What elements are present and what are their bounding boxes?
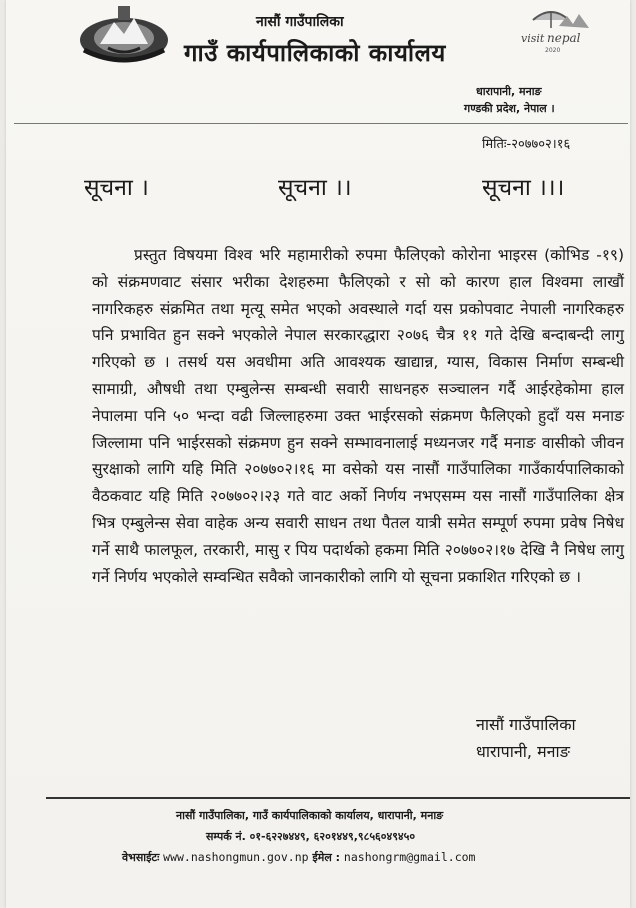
svg-text:2020: 2020 — [545, 47, 561, 54]
header-divider — [14, 123, 628, 124]
address-line-2: गण्डकी प्रदेश, नेपाल । — [464, 102, 555, 115]
signature-line-2: धारापानी, मनाङ — [476, 742, 570, 761]
footer-contact — [206, 829, 415, 844]
address-line-1: धारापानी, मनाङ — [476, 85, 542, 98]
nepal-government-emblem-icon — [78, 4, 170, 66]
email-link[interactable]: nashongrm@gmail.com — [343, 850, 476, 864]
notice-heading-2: सूचना ।। — [278, 175, 352, 201]
palika-name: नासौं गाउँपालिका — [256, 14, 344, 30]
notice-heading-3: सूचना ।।। — [482, 175, 565, 201]
contact-label: सम्पर्क नं. — [206, 830, 246, 843]
notice-heading-1: सूचना । — [84, 175, 149, 201]
footer-web — [122, 850, 475, 865]
website-label: वेभसाईटः — [122, 851, 160, 864]
email-label: ईमेल : — [312, 851, 341, 864]
website-link[interactable]: www.nashongmun.gov.np — [163, 850, 309, 864]
visit-nepal-logo — [519, 2, 599, 58]
footer-office: नासौं गाउँपालिका, गाउँ कार्यपालिकाको कार्यालय, धारापानी, मनाङ — [176, 809, 444, 822]
svg-text:visit: visit — [521, 32, 545, 45]
svg-text:nepal: nepal — [547, 31, 581, 45]
office-title: गाउँ कार्यपालिकाको कार्यालय — [184, 39, 446, 67]
notice-body: प्रस्तुत विषयमा विश्व भरि महामारीको रुपमा फैलिएको कोरोना भाइरस (कोभिड -१९) को संक्रमणवाट संसार भरीका देशहरुमा फैलिएको र सो को कारण हाल विश्वमा लाखौं नागरिकहरु संक्रमित तथा मृत्यू समेत भएको अवस्थाले गर्दा यस प्रकोपवाट नेपाली नागरिकहरु पनि प्रभावित हुन सक्ने भएकोले नेपाल सरकारद्धारा २०७६ चैत्र ११ गते देखि बन्दाबन्दी लागु गरिएको छ । तसर्थ यस अवधीमा अति आवश्यक खाद्यान्न, ग्यास, विकास निर्माण सम्बन्धी सामाग्री, औषधी तथा एम्बुलेन्स सम्बन्धी सवारी साधनहरु सञ्चालन गर्दै आईरहेकोमा हाल नेपालमा पनि ५० भन्दा वढी जिल्लाहरुमा उक्त भाईरसको संक्रमण फैलिएको हुदाँ यस मनाङ जिल्लामा पनि भाईरसको संक्रमण हुन सक्ने सम्भावनालाई मध्यनजर गर्दै मनाङ वासीको जीवन सुरक्षाको लागि यहि मिति २०७७०२।१६ मा वसेको यस नासौं गाउँपालिका गाउँकार्यपालिकाको वैठकवाट यहि मिति २०७७०२।२३ गते वाट अर्को निर्णय नभएसम्म यस नासौं गाउँपालिका क्षेत्र भित्र एम्बुलेन्स सेवा वाहेक अन्य सवारी साधन तथा पैतल यात्री समेत सम्पूर्ण रुपमा प्रवेष निषेध गर्ने साथै फालफूल, तरकारी, मासु र पिय पदार्थको हकमा मिति २०७७०२।१७ देखि नै निषेध लागु गर्ने निर्णय भएकोले सम्वन्धित सवैको जानकारीको लागि यो सूचना प्रकाशित गरिएको छ । — [92, 246, 624, 586]
contact-numbers: ०१-६२२७४४९, ६२०१४४९,९८५६०४९४५० — [249, 830, 416, 843]
footer-divider — [46, 797, 630, 799]
signature-line-1: नासौं गाउँपालिका — [476, 715, 576, 734]
notice-date: मितिः-२०७७०२।१६ — [482, 137, 571, 152]
notice-document — [6, 0, 630, 908]
